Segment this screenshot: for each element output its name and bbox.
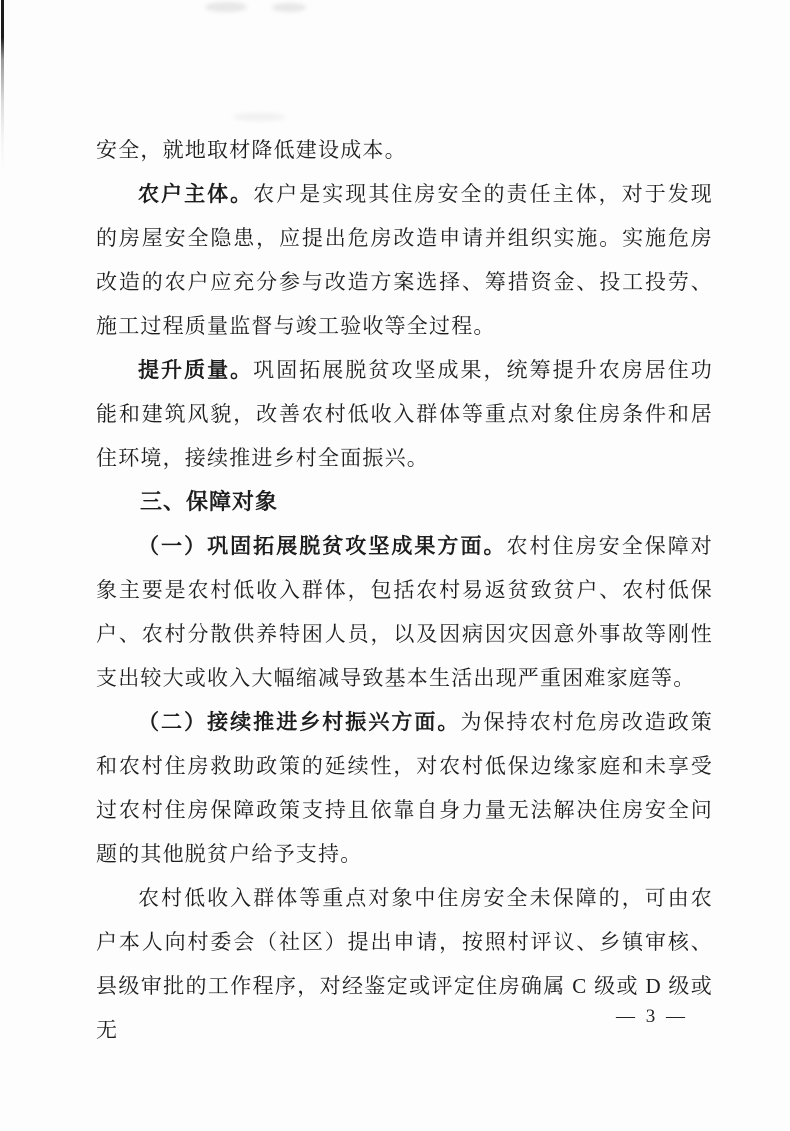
paragraph-lead: （二）接续推进乡村振兴方面。 (138, 710, 461, 734)
paragraph: 安全，就地取材降低建设成本。 (96, 138, 407, 162)
paragraph-lead: 农户主体。 (138, 182, 254, 206)
paragraph-lead: 提升质量。 (138, 358, 254, 382)
section-heading: 三、保障对象 (140, 489, 279, 514)
paragraph: 提升质量。巩固拓展脱贫攻坚成果，统筹提升农房居住功能和建筑风貌，改善农村低收入群体等重点对象住房条件和居住环境，接续推进乡村全面振兴。 (96, 358, 714, 470)
page-number: — 3 — (616, 1006, 688, 1027)
paragraph: 农村低收入群体等重点对象中住房安全未保障的，可由农户本人向村委会（社区）提出申请，按照村评议、乡镇审核、县级审批的工作程序，对经鉴定或评定住房确属 C 级或 D 级或无 (96, 886, 713, 1042)
paragraph: 农户主体。农户是实现其住房安全的责任主体，对于发现的房屋安全隐患，应提出危房改造申请并组织实施。实施危房改造的农户应充分参与改造方案选择、筹措资金、投工投劳、施工过程质量监督与竣工验收等全过程。 (96, 182, 714, 338)
paragraph-lead: （一）巩固拓展脱贫攻坚成果方面。 (138, 534, 507, 558)
scan-smudge (272, 3, 306, 12)
paragraph: （一）巩固拓展脱贫攻坚成果方面。农村住房安全保障对象主要是农村低收入群体，包括农村易返贫致贫户、农村低保户、农村分散供养特困人员，以及因病因灾因意外事故等刚性支出较大或收入大幅缩减导致基本生活出现严重困难家庭等。 (96, 534, 713, 690)
document-body (96, 128, 713, 1052)
scan-edge-artifact (1, 0, 4, 170)
scan-smudge (205, 2, 247, 12)
scan-smudge (233, 113, 285, 121)
paragraph: （二）接续推进乡村振兴方面。为保持农村危房改造政策和农村住房救助政策的延续性，对农村低保边缘家庭和未享受过农村住房保障政策支持且依靠自身力量无法解决住房安全问题的其他脱贫户给予支持。 (96, 710, 713, 866)
